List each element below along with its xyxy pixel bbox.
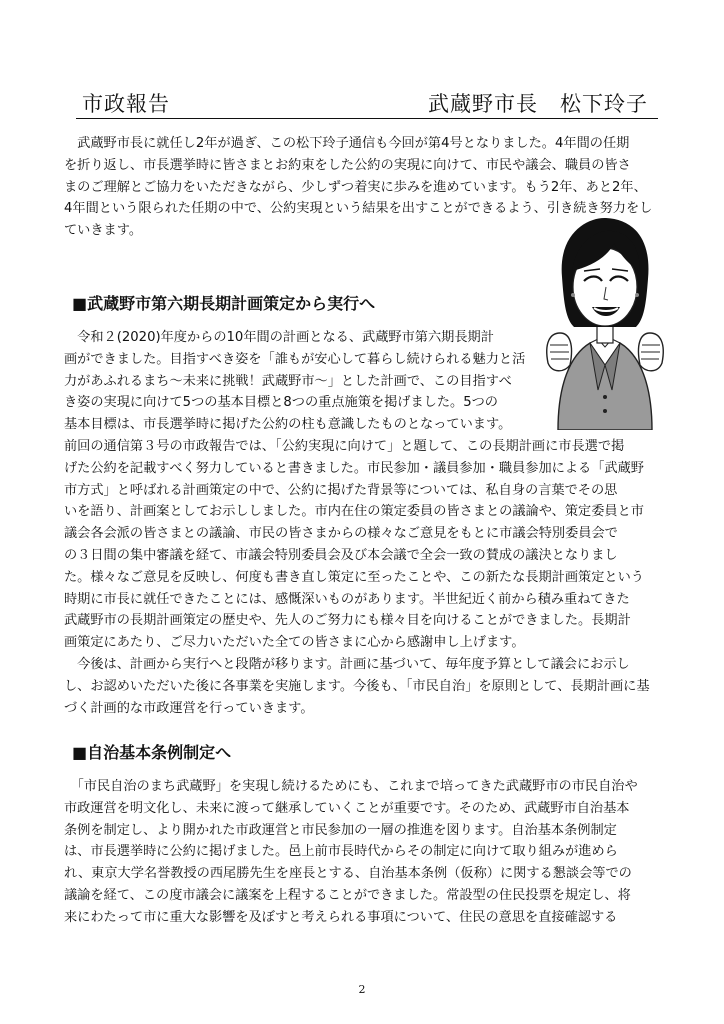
long-term-plan-paragraph-3: 今後は、計画から実行へと段階が移ります。計画に基づいて、毎年度予算として議会にお示し し、お認めいただいた後に各事業を実施します。今後も、「市民自治」を原則として、長期計画に基 づく計画的な市政運営を行っていきます。 [64,657,650,716]
long-term-plan-paragraph-2: 前回の通信第３号の市政報告では、「公約実現に向けて」と題して、この長期計画に市長選で掲 げた公約を記載すべく努力していると書きました。市民参加・議員参加・職員参加による「武蔵野 市方式」と呼ばれる計画策定の中で、公約に掲げた背景等については、私自身の言葉でその思 いを語り、計画案としてお示ししました。市内在住の策定委員の皆さまとの議論や、策定委員と市 議会各会派の皆さまとの議論、市民の皆さまからの様々なご意見をもとに市議会特別委員会で の３日間の集中審議を経て、市議会特別委員会及び本会議で全会一致の賛成の議決となりまし た。様々なご意見を反映し、何度も書き直し策定に至ったことや、この新たな長期計画策定という 時期に市長に就任できたことには、感慨深いものがあります。半世紀近く前から積み重ねてきた 武蔵野市の長期計画策定の歴史や、先人のご努力にも様々目を向けることができました。長期計 画策定にあたり、ご尽力いただいた全ての皆さまに心から感謝申し上げます。 [64,439,644,651]
autonomy-ordinance-paragraph: 「市民自治のまち武蔵野」を実現し続けるためにも、これまで培ってきた武蔵野市の市民自治や 市政運営を明文化し、未来に渡って継承していくことが重要です。そのため、武蔵野市自治基本 条例を制定し、より開かれた市政運営と市民参加の一層の推進を図ります。自治基本条例制定 は、市長選挙時に公約に掲げました。邑上前市長時代からその制定に向けて取り組みが進めら れ、東京大学名誉教授の西尾勝先生を座長とする、自治基本条例（仮称）に関する懇談会等での 議論を経て、この度市議会に議案を上程することができました。常設型の住民投票を規定し、将 来にわたって市に重大な影響を及ぼすと考えられる事項について、住民の意思を直接確認する [64,779,638,925]
page-title: 市政報告 [82,92,170,116]
long-term-plan-paragraph-1: 令和２(2020)年度からの10年間の計画となる、武蔵野市第六期長期計 画ができました。目指すべき姿を「誰もが安心して暮らし続けられる魅力と活 力があふれるまち～未来に挑戦！武蔵野市～」とした計画で、この目指すべ き姿の実現に向けて5つの基本目標と8つの重点施策を掲げました。5つの 基本目標は、市長選挙時に掲げた公約の柱も意識したものとなっています。 [64,330,526,433]
intro-paragraph: 武蔵野市長に就任し2年が過ぎ、この松下玲子通信も今回が第4号となりました。4年間の任期 を折り返し、市長選挙時に皆さまとお約束をした公約の実現に向けて、市民や議会、職員の皆さ まのご理解とご協力をいただきながら、少しずつ着実に歩みを進めています。もう2年、あと2年、 4年間という限られた任期の中で、公約実現という結果を出すことができるよう、引き続き努力をし ていきます。 [64,136,653,239]
mayor-portrait-illustration [540,215,670,430]
author-name: 武蔵野市長 松下玲子 [428,92,648,116]
section-heading-long-term-plan: ■武蔵野市第六期長期計画策定から実行へ [72,294,376,313]
document-header [76,90,658,124]
page-number: 2 [358,983,366,996]
section-heading-autonomy-ordinance: ■自治基本条例制定へ [72,743,232,762]
header-rule [76,118,658,119]
